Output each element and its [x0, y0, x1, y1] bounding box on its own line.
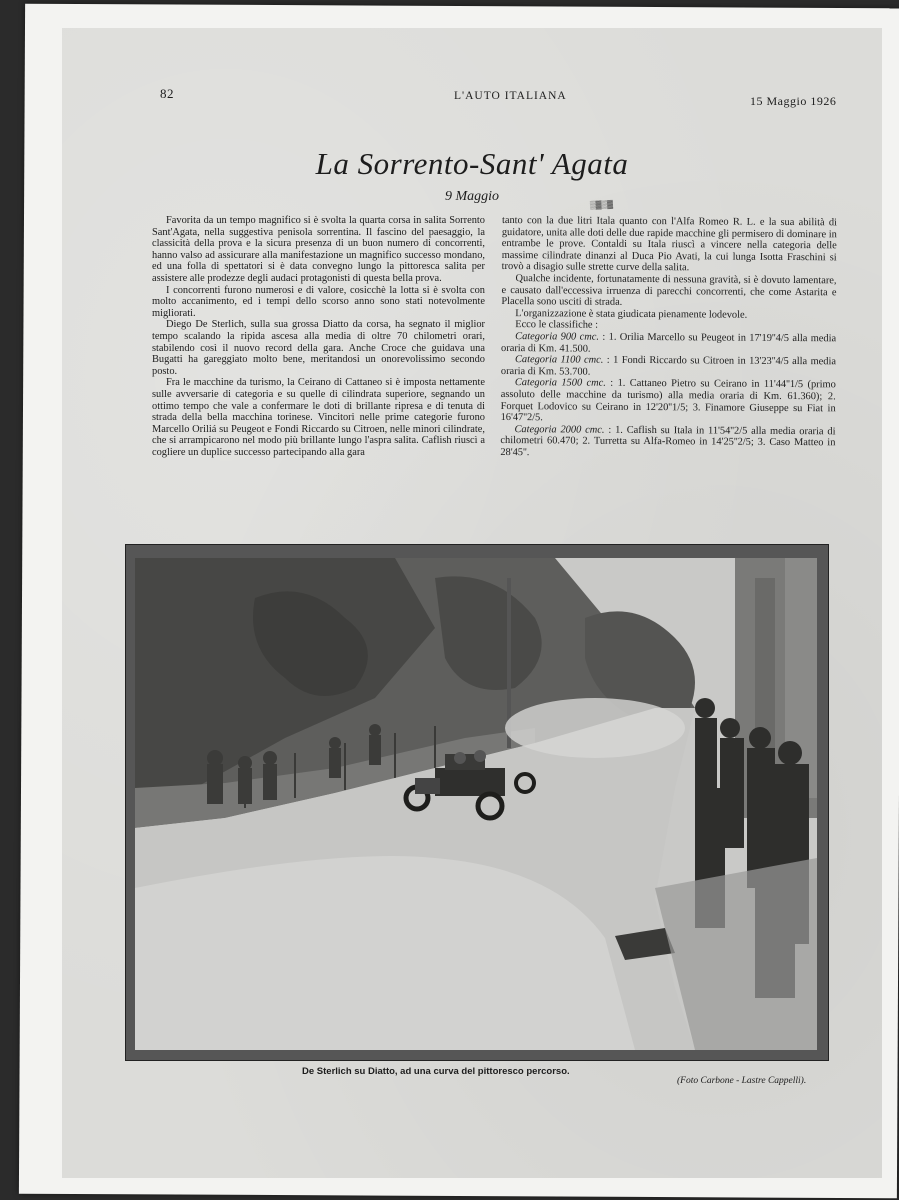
category-results: : 1. Caflish su Itala in 11'54''2/5 alla media oraria di chilometri 60.470; 2. Turretta su Alfa-Romeo in 14'25''2/5; 3. Caso Matteo in 28'45''.: [500, 424, 836, 459]
paragraph: Fra le macchine da turismo, la Ceirano di Cattaneo si è imposta nettamente sulle avversarie di categoria e su quelle di cilindrata superiore, segnando un ottimo tempo che vale a confermare le doti di brillante ripresa e di tenuta di strada della bella macchina torinese. Vincitori nelle prime categorie furono Marcello Oriliá su Peugeot e Fondi Riccardo su Citroen, nelle minori cilindrate, che si arrampicarono nel modo più brillante lungo l'aspra salita. Caflish riuscì a cogliere un duplice successo partecipando alla gara: [152, 377, 485, 458]
race-photo-illustration: [135, 558, 817, 1050]
classification-entry: [500, 424, 835, 461]
article-title: La Sorrento-Sant' Agata: [315, 146, 629, 181]
journal-name: L'AUTO ITALIANA: [454, 90, 567, 102]
classification-entry: [501, 331, 836, 357]
paragraph: Qualche incidente, fortunatamente di nessuna gravità, si è dovuto lamentare, e causato dall'eccessiva irruenza di parecchi concorrenti, che come Astarita e Placella sono usciti di strada.: [501, 273, 837, 308]
photo-caption: De Sterlich su Diatto, ad una curva del pittoresco percorso.: [302, 1066, 570, 1077]
paragraph: Favorita da un tempo magnifico si è svolta la quarta corsa in salita Sorrento Sant'Agata, nella suggestiva penisola sorrentina. Il fascino del paesaggio, la classicità della prova e la sicura presenza di un buon numero di concorrenti, hanno valso ad assicurare alla manifestazione un magnifico successo mondano, ed una folla di spettatori si è data convegno lungo la pittoresca salita per assistere alle prodezze degli audaci protagonisti di questa bella prova.: [152, 215, 485, 284]
category-label: Categoria 1500 cmc.: [514, 377, 606, 390]
page-header: [62, 86, 882, 110]
issue-date: 15 Maggio 1926: [750, 94, 837, 108]
photo-frame: [125, 544, 829, 1061]
paragraph: Diego De Sterlich, sulla sua grossa Diatto da corsa, ha segnato il miglior tempo scalando la ripida ascesa alla media di oltre 70 chilometri orari, stabilendo così il nuovo record della gara. Anche Croce che guidava una Bugatti ha gareggiato molto bene, meritandosi un onorevolissimo secondo posto.: [152, 319, 485, 377]
category-label: Categoria 900 cmc.: [515, 331, 600, 343]
paragraph: L'organizzazione è stata giudicata pienamente lodevole.: [515, 307, 748, 321]
category-results: : 1. Orilia Marcello su Peugeot in 17'19''4/5 alla media oraria di Km. 41.500.: [501, 331, 837, 355]
paragraph: I concorrenti furono numerosi e di valore, cosicchè la lotta si è svolta con molto accanimento, ed i tempi dello scorso anno sono stati notevolmente migliorati.: [152, 284, 485, 319]
article-left-column: [152, 215, 485, 458]
article-right-column: [500, 215, 837, 461]
photo-credit: (Foto Carbone - Lastre Cappelli).: [677, 1076, 807, 1086]
article-subtitle: 9 Maggio: [444, 189, 500, 204]
paragraph: Ecco le classifiche :: [515, 319, 599, 332]
paragraph: tanto con la due litri Itala quanto con l'Alfa Romeo R. L. e la sua abilità di guidatore, unita alle doti delle due rapide macchine gli permisero di dominare in entrambe le prove. Contaldi su Itala riuscì a vincere nella categoria delle massime cilindrate dinanzi al Duca Pio Avati, la cui lunga Isotta Fraschini si trovò a disagio sulle strette curve della salita.: [501, 215, 837, 274]
category-label: Categoria 2000 cmc.: [514, 423, 605, 436]
category-results: : 1. Cattaneo Pietro su Ceirano in 11'44''1/5 (primo assoluto delle macchine da turismo) alla media oraria di Km. 61.360); 2. Forquet Lodovico su Ceirano in 12'20''1/5; 3. Finamore Giuseppe su Fiat in 16'47''2/5.: [500, 378, 836, 424]
magazine-page: [62, 28, 882, 1178]
page-number: 82: [160, 86, 174, 101]
race-photo: [135, 558, 817, 1050]
classification-entry: [501, 377, 836, 426]
category-label: Categoria 1100 cmc.: [514, 354, 604, 366]
classification-entry: [501, 354, 836, 380]
category-results: : 1 Fondi Riccardo su Citroen in 13'23''4/5 alla media oraria di Km. 53.700.: [500, 354, 837, 378]
library-stamp: ▒▓▒▓: [589, 199, 614, 210]
